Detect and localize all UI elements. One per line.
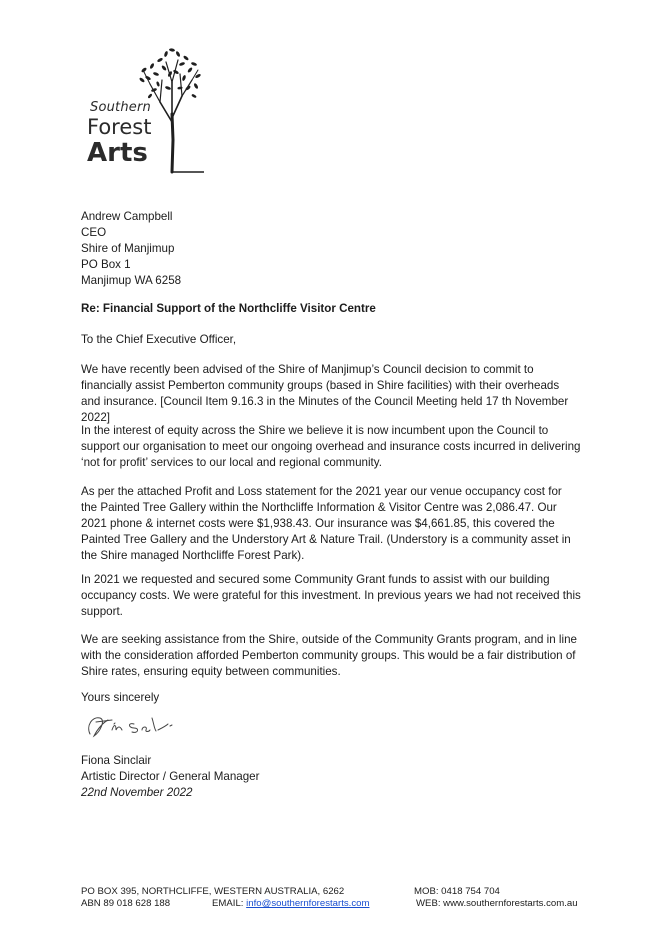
footer-address: PO BOX 395, NORTHCLIFFE, WESTERN AUSTRALIA, 6262 — [81, 886, 345, 897]
recipient-address — [81, 209, 581, 289]
subject-line: Re: Financial Support of the Northcliffe Visitor Centre — [81, 302, 376, 315]
handwritten-signature — [82, 710, 182, 742]
recipient-title: CEO — [81, 226, 107, 239]
paragraph-3: As per the attached Profit and Loss statement for the 2021 year our venue occupancy cost for the Painted Tree Gallery within the Northcliffe Information & Visitor Centre was 2,086.47. Our 2021 phone & internet costs were $1,938.43. Our insurance was $4,661.85, this covered the Painted Tree Gallery and the Understory Art & Nature Trail. (Understory is a community asset in the Shire managed Northcliffe Forest Park). — [81, 485, 571, 562]
closing: Yours sincerely — [81, 691, 160, 704]
signer-block — [81, 753, 581, 801]
recipient-org: Shire of Manjimup — [81, 242, 175, 255]
footer-mobile: MOB: 0418 754 704 — [414, 886, 500, 897]
recipient-town: Manjimup WA 6258 — [81, 274, 182, 287]
southern-forest-arts-logo — [84, 44, 204, 176]
logo-arts-text: Arts — [87, 138, 148, 168]
paragraph-2: In the interest of equity across the Shire we believe it is now incumbent upon the Council to support our organisation to meet our ongoing overhead and insurance costs incurred in delivering ‘not for profit’ services to our local and regional community. — [81, 424, 581, 469]
recipient-box: PO Box 1 — [81, 258, 131, 271]
footer-abn: ABN 89 018 628 188 — [81, 898, 171, 909]
signer-role: Artistic Director / General Manager — [81, 770, 260, 783]
paragraph-4: In 2021 we requested and secured some Community Grant funds to assist with our building occupancy costs. We were grateful for this investment. In previous years we had not received this support. — [81, 573, 581, 618]
salutation: To the Chief Executive Officer, — [81, 333, 237, 346]
logo-forest-text: Forest — [87, 115, 152, 139]
footer-email-label: EMAIL: — [212, 898, 244, 909]
logo-southern-text: Southern — [90, 100, 151, 115]
footer-email-link[interactable]: info@southernforestarts.com — [246, 898, 370, 909]
recipient-name: Andrew Campbell — [81, 210, 173, 223]
paragraph-5: We are seeking assistance from the Shire, outside of the Community Grants program, and in line with the consideration afforded Pemberton community groups. This would be a fair distribution of Shire rates, ensuring equity between communities. — [81, 633, 577, 678]
footer-web: WEB: www.southernforestarts.com.au — [416, 898, 578, 909]
letter-footer — [81, 886, 581, 910]
signer-name: Fiona Sinclair — [81, 754, 152, 767]
letter-date: 22nd November 2022 — [81, 786, 193, 799]
paragraph-1: We have recently been advised of the Shire of Manjimup’s Council decision to commit to financially assist Pemberton community groups (based in Shire facilities) with their overheads and insurance. [Council Item 9.16.3 in the Minutes of the Council Meeting held 17 th November 2022] — [81, 363, 569, 424]
